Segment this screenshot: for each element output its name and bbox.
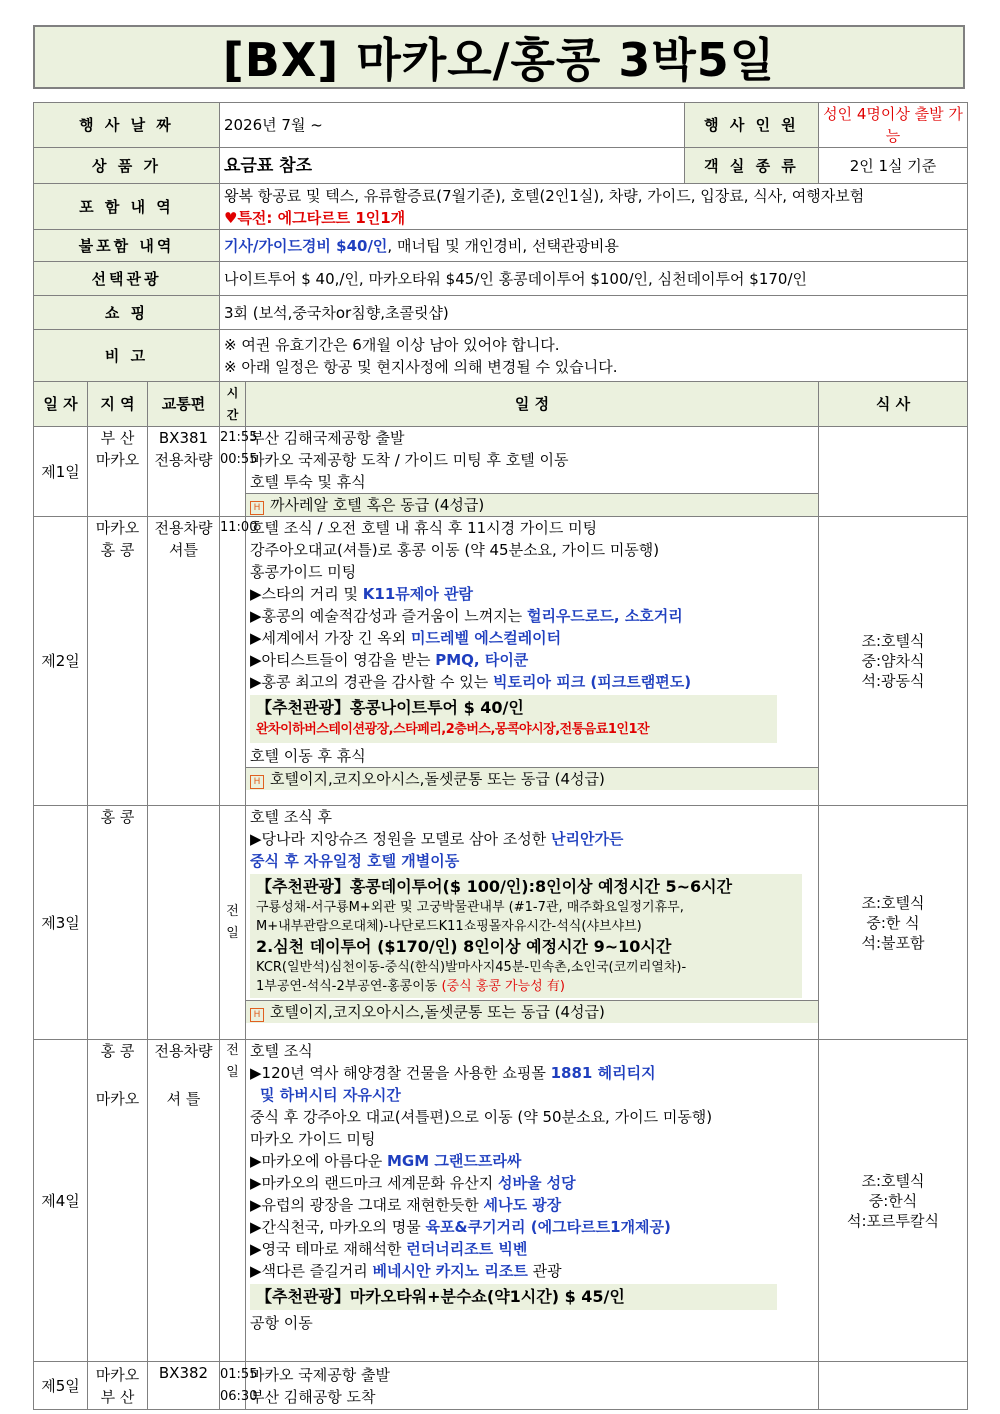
hotel-name: 까사레알 호텔 혹은 동급 (4성급) <box>270 496 485 514</box>
page-title: [BX] 마카오/홍콩 3박5일 <box>33 25 965 89</box>
value-exclude <box>220 230 968 262</box>
value-option: 나이트투어 $ 40,/인, 마카오타워 $45/인 홍콩데이투어 $100/인, 심천데이투어 $170/인 <box>220 262 968 296</box>
header-meal: 식 사 <box>819 382 968 427</box>
plan-line: 호텔 이동 후 휴식 <box>250 747 366 765</box>
plan-line: 부산 김해공항 도착 <box>250 1387 376 1406</box>
day-meal <box>819 1362 968 1410</box>
plan-line: 호텔 조식 <box>250 1042 313 1060</box>
day-label: 제2일 <box>34 517 88 806</box>
day-row-2 <box>34 517 968 806</box>
day-time <box>220 1362 258 1410</box>
day-meal <box>819 806 968 1040</box>
plan-bullet: ▶영국 테마로 재해석한 런더너리조트 빅벤 <box>250 1240 528 1258</box>
plan-line: 마카오 국제공항 출발 <box>250 1365 390 1384</box>
day-row-3 <box>34 806 968 1040</box>
label-date: 행 사 날 짜 <box>34 103 220 148</box>
plan-line: 마카오 가이드 미팅 <box>250 1130 376 1148</box>
plan-bullet: ▶120년 역사 해양경찰 건물을 사용한 쇼핑몰 1881 헤리티지 <box>250 1064 656 1082</box>
plan-bullet: ▶세계에서 가장 긴 옥외 미드레벨 에스컬레이터 <box>250 629 562 647</box>
label-people: 행 사 인 원 <box>685 103 819 148</box>
region-text: 마카오 <box>95 1365 140 1384</box>
value-price: 요금표 참조 <box>220 148 685 184</box>
exclude-guide-fee: 기사/가이드경비 $40/인 <box>224 236 388 255</box>
plan-line: 호텔 투숙 및 휴식 <box>250 473 366 491</box>
day-meal <box>819 1040 968 1362</box>
plan-line: 강주아오대교(셔틀)로 홍콩 이동 (약 45분소요, 가이드 미동행) <box>250 541 660 559</box>
time-text: 21:55 <box>220 430 258 445</box>
day-label: 제3일 <box>34 806 88 1040</box>
plan-bullet: ▶유럽의 광장을 그대로 재현한듯한 세나도 광장 <box>250 1196 562 1214</box>
day-plan <box>246 1362 819 1410</box>
value-room: 2인 1실 기준 <box>819 148 968 184</box>
recommended-tour-title: 【추천관광】마카오타워+분수쇼(약1시간) $ 45/인 <box>256 1287 625 1306</box>
hotel-line <box>246 1000 818 1023</box>
plan-bullet: ▶홍콩 최고의 경관을 감사할 수 있는 빅토리아 피크 (피크트램편도) <box>250 673 692 691</box>
meal-dinner: 석:포르투칼식 <box>847 1211 939 1230</box>
recommended-tour-detail: M+내부관람으로대체)-나단로드K11쇼핑몰자유시간-석식(샤브샤브) <box>256 919 642 934</box>
plan-line: 호텔 조식 후 <box>250 808 332 826</box>
exclude-rest: , 매너팁 및 개인경비, 선택관광비용 <box>387 236 619 255</box>
recommended-tour-detail: 구룡성채-서구룡M+외관 및 고궁박물관내부 (#1-7관, 매주화요일정기휴무, <box>256 900 684 915</box>
hotel-name: 호텔이지,코지오아시스,돌셋쿤통 또는 동급 (4성급) <box>270 1003 605 1021</box>
info-row-option <box>34 262 968 296</box>
value-include <box>220 184 968 230</box>
region-text: 마카오 <box>95 1090 140 1108</box>
plan-line: 마카오 국제공항 도착 / 가이드 미팅 후 호텔 이동 <box>250 451 569 469</box>
day-plan <box>246 517 819 806</box>
day-plan <box>246 427 819 517</box>
day-transport <box>148 1040 220 1362</box>
day-transport <box>148 517 220 806</box>
meal-breakfast: 조:호텔식 <box>861 893 925 912</box>
hotel-line <box>246 493 818 516</box>
header-plan: 일 정 <box>246 382 819 427</box>
value-shopping: 3회 (보석,중국차or침향,초콜릿샵) <box>220 296 968 330</box>
plan-line: 호텔 조식 / 오전 호텔 내 휴식 후 11시경 가이드 미팅 <box>250 519 598 537</box>
transport-text: 셔틀 <box>169 541 198 559</box>
value-note <box>220 330 968 382</box>
day-time: 전 일 <box>220 806 246 1040</box>
note-line: ※ 아래 일정은 항공 및 현지사정에 의해 변경될 수 있습니다. <box>224 357 618 376</box>
plan-line: 중식 후 강주아오 대교(셔틀편)으로 이동 (약 50분소요, 가이드 미동행) <box>250 1108 713 1126</box>
meal-dinner: 석:불포함 <box>861 933 925 952</box>
recommended-tour-title: 【추천관광】홍콩나이트투어 $ 40/인 <box>256 698 524 717</box>
meal-lunch: 중:한 식 <box>866 913 920 932</box>
recommended-tour-detail: KCR(일반석)심천이동-중식(한식)발마사지45분-민속촌,소인국(코끼리열차)- <box>256 960 687 975</box>
plan-line: 부산 김해국제공항 출발 <box>250 429 405 447</box>
info-row-price <box>34 148 968 184</box>
plan-bullet: ▶스타의 거리 및 K11뮤제아 관람 <box>250 585 473 603</box>
transport-text: 셔 틀 <box>166 1090 201 1108</box>
plan-line: 및 하버시티 자유시간 <box>260 1086 401 1104</box>
time-text: 00:55 <box>220 452 258 467</box>
day-plan <box>246 1040 819 1362</box>
day-meal <box>819 517 968 806</box>
day-label: 제5일 <box>34 1362 88 1410</box>
schedule-header <box>34 382 968 427</box>
plan-bullet: ▶당나라 지앙슈즈 정원을 모델로 삼아 조성한 난리안가든 <box>250 830 624 848</box>
day-transport <box>148 427 220 517</box>
day-label: 제4일 <box>34 1040 88 1362</box>
day-region <box>88 1040 148 1362</box>
recommended-tour-box <box>250 695 777 743</box>
info-row-note <box>34 330 968 382</box>
day-transport <box>148 806 220 1040</box>
note-line: ※ 여권 유효기간은 6개월 이상 남아 있어야 합니다. <box>224 335 560 354</box>
day-region: 홍 콩 <box>88 806 148 1040</box>
transport-text: BX381 <box>158 429 209 447</box>
hotel-icon: H <box>250 501 264 515</box>
info-row-shopping <box>34 296 968 330</box>
header-region: 지 역 <box>88 382 148 427</box>
recommended-tour-title: 2.심천 데이투어 ($170/인) 8인이상 예정시간 9~10시간 <box>256 937 672 956</box>
include-special: ♥특전: 에그타르트 1인1개 <box>224 208 406 227</box>
recommended-tour-title: 【추천관광】홍콩데이투어($ 100/인):8인이상 예정시간 5~6시간 <box>256 877 733 896</box>
day-region <box>88 517 148 806</box>
info-row-date <box>34 103 968 148</box>
plan-line: 홍콩가이드 미팅 <box>250 563 357 581</box>
plan-bullet: ▶마카오의 랜드마크 세계문화 유산지 성바울 성당 <box>250 1174 576 1192</box>
day-region <box>88 1362 148 1410</box>
recommended-tour-box <box>250 874 802 998</box>
plan-bullet: ▶홍콩의 예술적감성과 즐거움이 느껴지는 헐리우드로드, 소호거리 <box>250 607 683 625</box>
label-room: 객 실 종 류 <box>685 148 819 184</box>
header-day: 일 자 <box>34 382 88 427</box>
day-plan <box>246 806 819 1040</box>
header-transport: 교통편 <box>148 382 220 427</box>
plan-bullet: ▶마카오에 아름다운 MGM 그랜드프라싸 <box>250 1152 522 1170</box>
region-text: 홍 콩 <box>100 1042 135 1060</box>
transport-text: 전용차량 <box>154 1042 213 1060</box>
value-date: 2026년 7월 ~ <box>220 103 685 148</box>
info-row-include <box>34 184 968 230</box>
label-shopping: 쇼 핑 <box>34 296 220 330</box>
label-option: 선택관광 <box>34 262 220 296</box>
day-row-1 <box>34 427 968 517</box>
plan-line: 중식 후 자유일정 호텔 개별이동 <box>250 852 460 870</box>
plan-bullet: ▶색다른 즐길거리 베네시안 카지노 리조트 관광 <box>250 1262 562 1280</box>
time-text: 06:30 <box>220 1388 258 1404</box>
meal-breakfast: 조:호텔식 <box>861 1171 925 1190</box>
day-meal <box>819 427 968 517</box>
region-text: 부 산 <box>100 1387 135 1406</box>
meal-lunch: 중:얌차식 <box>861 652 925 670</box>
hotel-line <box>246 767 818 790</box>
day-region <box>88 427 148 517</box>
meal-lunch: 중:한식 <box>868 1191 918 1210</box>
hotel-icon: H <box>250 775 264 789</box>
transport-text: 전용차량 <box>154 519 213 537</box>
plan-bullet: ▶간식천국, 마카오의 명물 육포&쿠기거리 (에그타르트1개제공) <box>250 1218 671 1236</box>
label-exclude: 불포함 내역 <box>34 230 220 262</box>
region-text: 홍 콩 <box>100 541 135 559</box>
day-time: 전 일 <box>220 1040 246 1362</box>
recommended-tour-box <box>250 1284 777 1310</box>
transport-text: 전용차량 <box>154 451 213 469</box>
itinerary-table <box>33 102 968 1410</box>
time-text: 01:55 <box>220 1366 258 1382</box>
info-row-exclude <box>34 230 968 262</box>
day-row-5 <box>34 1362 968 1410</box>
day-time <box>220 427 258 517</box>
day-transport: BX382 <box>148 1362 220 1410</box>
hotel-icon: H <box>250 1008 264 1022</box>
region-text: 부 산 <box>100 429 135 447</box>
day-row-4 <box>34 1040 968 1362</box>
label-include: 포 함 내 역 <box>34 184 220 230</box>
recommended-tour-detail: 완차이하버스테이션광장,스타페리,2층버스,몽콕야시장,전통음료1인1잔 <box>256 722 650 737</box>
value-people: 성인 4명이상 출발 가능 <box>819 103 968 148</box>
include-line: 왕복 항공료 및 텍스, 유류할증료(7월기준), 호텔(2인1실), 차량, 가이드, 입장료, 식사, 여행자보험 <box>224 186 865 205</box>
label-note: 비 고 <box>34 330 220 382</box>
header-time: 시 간 <box>220 382 246 427</box>
plan-bullet: ▶아티스트들이 영감을 받는 PMQ, 타이쿤 <box>250 651 529 669</box>
region-text: 마카오 <box>95 451 140 469</box>
day-time: 11:00 <box>220 517 246 806</box>
label-price: 상 품 가 <box>34 148 220 184</box>
meal-dinner: 석:광동식 <box>861 672 925 690</box>
plan-line: 공항 이동 <box>250 1314 313 1332</box>
region-text: 마카오 <box>95 519 140 537</box>
day-label: 제1일 <box>34 427 88 517</box>
recommended-tour-detail: 1부공연-석식-2부공연-홍콩이동 (중식 홍콩 가능성 有) <box>256 979 565 994</box>
meal-breakfast: 조:호텔식 <box>861 632 925 650</box>
hotel-name: 호텔이지,코지오아시스,돌셋쿤통 또는 동급 (4성급) <box>270 770 605 788</box>
